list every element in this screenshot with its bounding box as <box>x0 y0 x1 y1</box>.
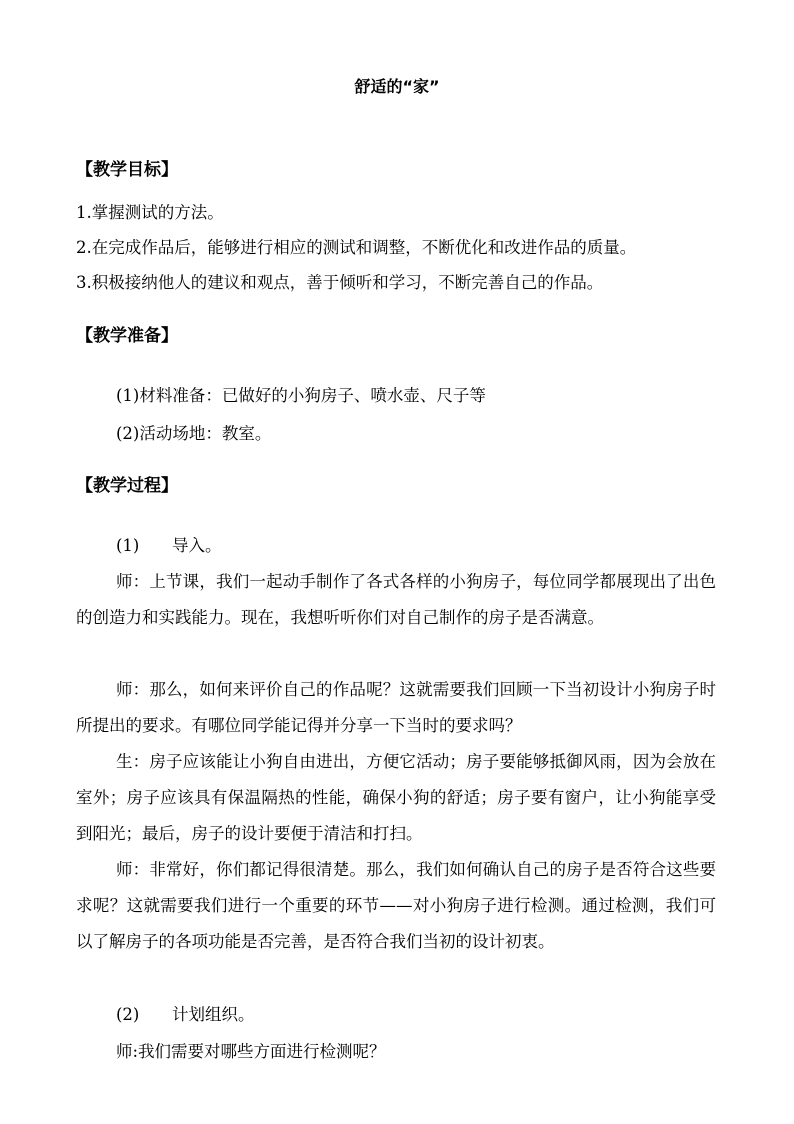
preparation-item: (2)活动场地：教室。 <box>116 424 272 443</box>
section-heading-process: 【教学过程】 <box>76 476 178 496</box>
paragraph: 生：房子应该能让小狗自由进出，方便它活动；房子要能够抵御风雨，因为会放在室外；房子应该具有保温隔热的性能，确保小狗的舒适；房子要有窗户，让小狗能享受到阳光；最后，房子的设计要便于清洁和打扫。 <box>76 752 716 843</box>
section-heading-objectives: 【教学目标】 <box>76 160 178 180</box>
paragraph: 师：那么，如何来评价自己的作品呢？这就需要我们回顾一下当初设计小狗房子时所提出的要求。有哪位同学能记得并分享一下当时的要求吗？ <box>76 680 716 735</box>
step-number: (2) <box>116 1005 140 1024</box>
objective-item: 3.积极接纳他人的建议和观点，善于倾听和学习，不断完善自己的作品。 <box>76 273 604 292</box>
process-step-2 <box>116 1003 255 1027</box>
document-title: 舒适的“家” <box>354 77 440 96</box>
step-label: 导入。 <box>172 536 222 555</box>
section-heading-preparation: 【教学准备】 <box>76 326 178 346</box>
paragraph: 师:我们需要对哪些方面进行检测呢？ <box>116 1042 386 1061</box>
preparation-item: (1)材料准备：已做好的小狗房子、喷水壶、尺子等 <box>116 386 486 405</box>
paragraph: 师：非常好，你们都记得很清楚。那么，我们如何确认自己的房子是否符合这些要求呢？这就需要我们进行一个重要的环节——对小狗房子进行检测。通过检测，我们可以了解房子的各项功能是否完善，是否符合我们当初的设计初衷。 <box>76 860 716 951</box>
step-label: 计划组织。 <box>172 1005 255 1024</box>
step-number: (1) <box>116 536 140 555</box>
paragraph: 师：上节课，我们一起动手制作了各式各样的小狗房子，每位同学都展现出了出色的创造力和实践能力。现在，我想听听你们对自己制作的房子是否满意。 <box>76 572 716 627</box>
objective-item: 2.在完成作品后，能够进行相应的测试和调整，不断优化和改进作品的质量。 <box>76 238 637 257</box>
process-step-1 <box>116 534 222 558</box>
objective-item: 1.掌握测试的方法。 <box>76 203 224 222</box>
